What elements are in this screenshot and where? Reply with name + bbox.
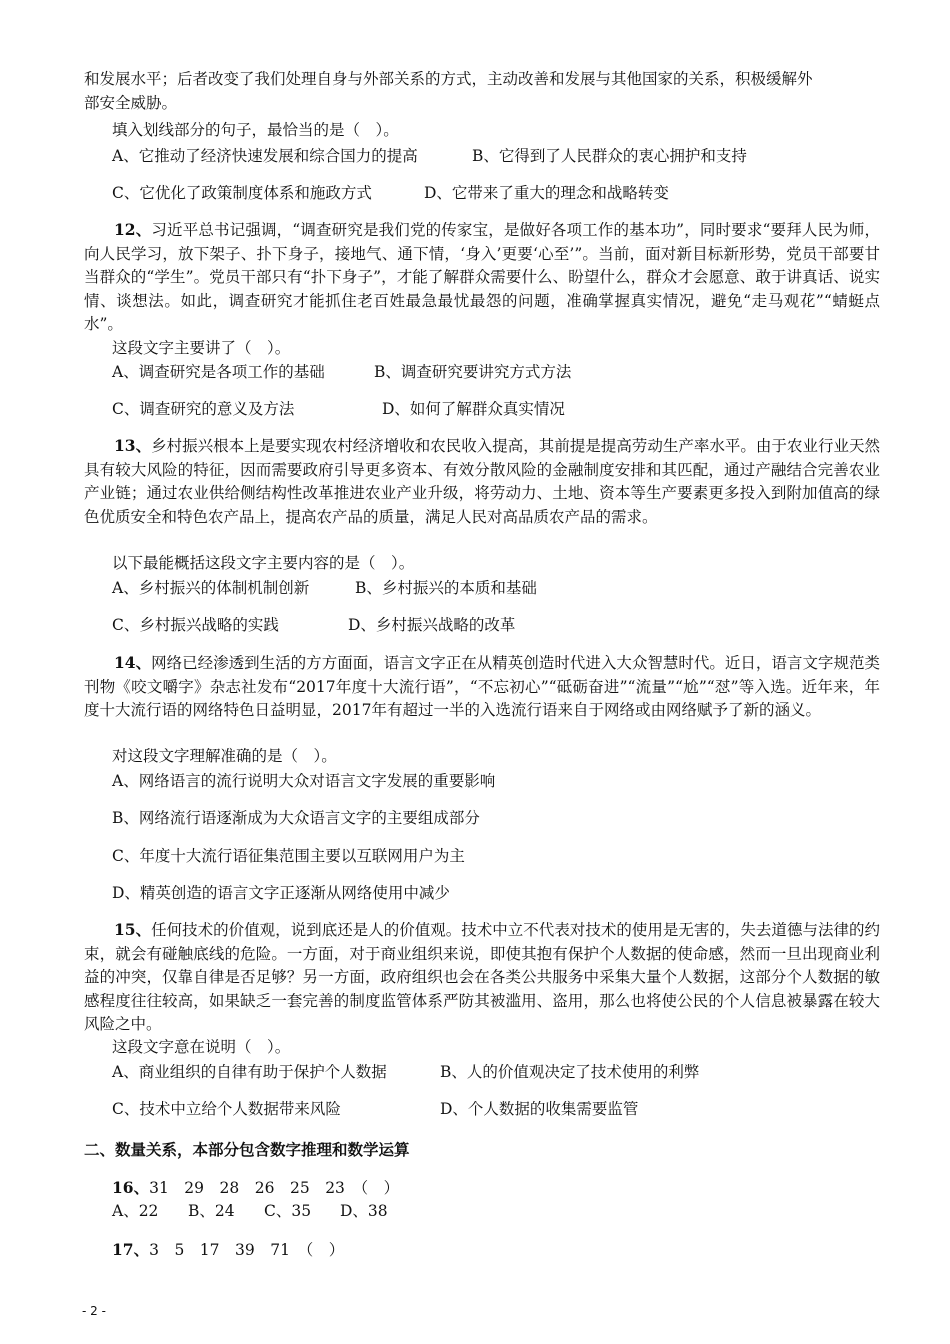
q16-option-d: D、38 — [340, 1202, 388, 1220]
q14-option-b: B、网络流行语逐渐成为大众语言文字的主要组成部分 — [112, 809, 480, 827]
q12-stem — [84, 218, 880, 337]
section-heading: 二、数量关系，本部分包含数字推理和数学运算 — [84, 1141, 410, 1159]
q12-option-d: D、如何了解群众真实情况 — [382, 400, 565, 418]
q14-option-c: C、年度十大流行语征集范围主要以互联网用户为主 — [112, 847, 465, 865]
q12-option-a: A、调查研究是各项工作的基础 — [112, 363, 325, 381]
q11-tail-line1: 和发展水平；后者改变了我们处理自身与外部关系的方式，主动改善和发展与其他国家的关系，积极缓解外 — [84, 70, 813, 88]
q16-stem — [112, 1176, 399, 1201]
q12-prompt: 这段文字主要讲了（ ）。 — [112, 339, 291, 357]
q16-sequence: 31 29 28 26 25 23 （ ） — [149, 1179, 400, 1197]
q15-option-d: D、个人数据的收集需要监管 — [440, 1100, 639, 1118]
q15-number: 15、 — [114, 920, 152, 939]
q14-option-a: A、网络语言的流行说明大众对语言文字发展的重要影响 — [112, 772, 496, 790]
q11-option-c: C、它优化了政策制度体系和施政方式 — [112, 184, 372, 202]
q12-option-c: C、调查研究的意义及方法 — [112, 400, 295, 418]
q12-text: 习近平总书记强调，“调查研究是我们党的传家宝，是做好各项工作的基本功”，同时要求“要拜人民为师，向人民学习，放下架子、扑下身子，接地气、通下情，‘身入’更要‘心至’”。当前，面对新目标新形势，党员干部要甘当群众的“学生”。党员干部只有“扑下身子”，才能了解群众需要什么、盼望什么，群众才会愿意、敢于讲真话、说实情、谈想法。如此，调查研究才能抓住老百姓最急最忧最怨的问题，准确掌握真实情况，避免“走马观花”“蜻蜓点水”。 — [84, 221, 880, 333]
q11-prompt: 填入划线部分的句子，最恰当的是（ ）。 — [112, 121, 399, 139]
q15-stem — [84, 918, 880, 1037]
q13-option-c: C、乡村振兴战略的实践 — [112, 616, 279, 634]
page-number: - 2 - — [82, 1304, 106, 1318]
q14-prompt: 对这段文字理解准确的是（ ）。 — [112, 747, 337, 765]
q13-prompt: 以下最能概括这段文字主要内容的是（ ）。 — [112, 554, 415, 572]
q14-option-d: D、精英创造的语言文字正逐渐从网络使用中减少 — [112, 884, 450, 902]
q17-sequence: 3 5 17 39 71 （ ） — [149, 1241, 345, 1259]
q16-option-b: B、24 — [188, 1202, 235, 1220]
q16-number: 16、 — [112, 1178, 150, 1197]
q14-text: 网络已经渗透到生活的方方面面，语言文字正在从精英创造时代进入大众智慧时代。近日，语言文字规范类刊物《咬文嚼字》杂志社发布“2017年度十大流行语”，“不忘初心”“砥砺奋进”“流量”“尬”“怼”等入选。近年来，年度十大流行语的网络特色日益明显，2017年有超过一半的入选流行语来自于网络或由网络赋予了新的涵义。 — [84, 654, 880, 719]
q13-number: 13、 — [114, 436, 152, 455]
q12-number: 12、 — [114, 220, 152, 239]
q11-tail-line2: 部安全威胁。 — [84, 94, 178, 112]
q15-option-b: B、人的价值观决定了技术使用的利弊 — [440, 1063, 700, 1081]
q11-option-a: A、它推动了经济快速发展和综合国力的提高 — [112, 147, 418, 165]
q13-stem — [84, 434, 880, 529]
q12-option-b: B、调查研究要讲究方式方法 — [374, 363, 572, 381]
q13-text: 乡村振兴根本上是要实现农村经济增收和农民收入提高，其前提是提高劳动生产率水平。由于农业行业天然具有较大风险的特征，因而需要政府引导更多资本、有效分散风险的金融制度安排和其匹配，通过产融结合完善农业产业链；通过农业供给侧结构性改革推进农业产业升级，将劳动力、土地、资本等生产要素更多投入到附加值高的绿色优质安全和特色农产品上，提高农产品的质量，满足人民对高品质农产品的需求。 — [84, 437, 880, 526]
q14-stem — [84, 651, 880, 723]
q15-text: 任何技术的价值观，说到底还是人的价值观。技术中立不代表对技术的使用是无害的，失去道德与法律的约束，就会有碰触底线的危险。一方面，对于商业组织来说，即使其抱有保护个人数据的使命感，然而一旦出现商业利益的冲突，仅靠自律是否足够？另一方面，政府组织也会在各类公共服务中采集大量个人数据，这部分个人数据的敏感程度往往较高，如果缺乏一套完善的制度监管体系严防其被滥用、盗用，那么也将使公民的个人信息被暴露在较大风险之中。 — [84, 921, 880, 1033]
q13-option-d: D、乡村振兴战略的改革 — [348, 616, 516, 634]
q11-option-d: D、它带来了重大的理念和战略转变 — [424, 184, 669, 202]
q15-option-c: C、技术中立给个人数据带来风险 — [112, 1100, 341, 1118]
q13-option-b: B、乡村振兴的本质和基础 — [355, 579, 537, 597]
q16-option-c: C、35 — [264, 1202, 312, 1220]
q15-option-a: A、商业组织的自律有助于保护个人数据 — [112, 1063, 387, 1081]
q16-option-a: A、22 — [112, 1202, 159, 1220]
q14-number: 14、 — [114, 653, 152, 672]
q13-option-a: A、乡村振兴的体制机制创新 — [112, 579, 310, 597]
q17-number: 17、 — [112, 1240, 150, 1259]
q11-option-b: B、它得到了人民群众的衷心拥护和支持 — [472, 147, 747, 165]
q15-prompt: 这段文字意在说明（ ）。 — [112, 1038, 291, 1056]
q17-stem — [112, 1238, 344, 1263]
